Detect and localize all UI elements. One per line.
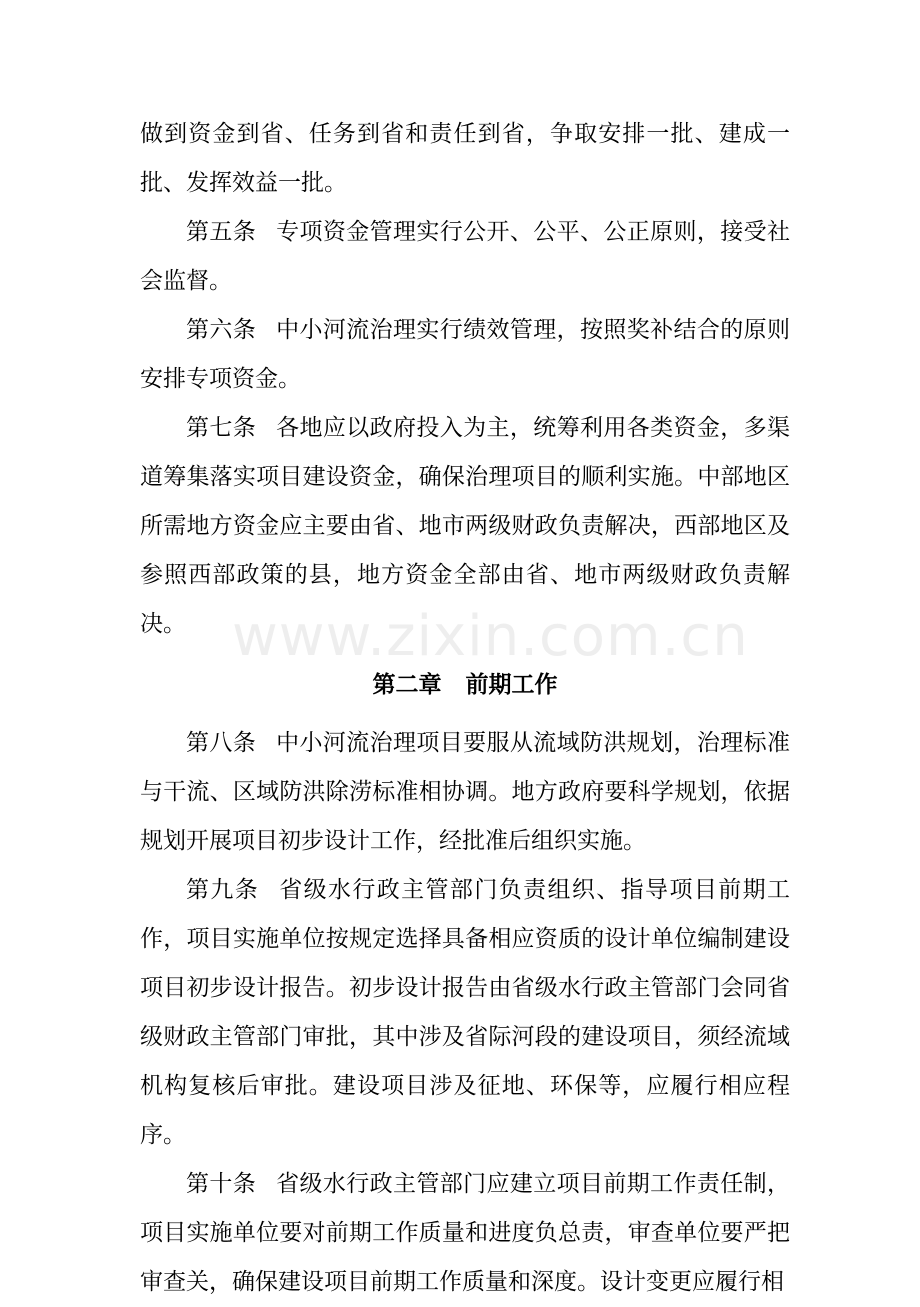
article-6 [140, 306, 790, 404]
chapter-number: 第二章 [372, 672, 442, 698]
article-number: 第八条 [186, 730, 257, 756]
article-text: 专项资金管理实行公开、公平、公正原则，接受社会监督。 [140, 219, 790, 294]
document-body [140, 110, 790, 1307]
article-text: 省级水行政主管部门负责组织、指导项目前期工作，项目实施单位按规定选择具备相应资质的设计单位编制建设项目初步设计报告。初步设计报告由省级水行政主管部门会同省级财政主管部门审批，其中涉及省际河段的建设项目，须经流域机构复核后审批。建设项目涉及征地、环保等，应履行相应程序。 [140, 877, 791, 1148]
article-8 [140, 719, 790, 866]
intro-paragraph: 做到资金到省、任务到省和责任到省，争取安排一批、建成一批、发挥效益一批。 [140, 121, 790, 196]
article-10 [140, 1160, 790, 1307]
article-5 [140, 208, 790, 306]
article-number: 第七条 [186, 415, 257, 441]
watermark: www.zixin.com.cn [232, 604, 749, 669]
chapter-title: 前期工作 [465, 672, 558, 698]
article-number: 第六条 [186, 317, 257, 343]
chapter-heading [140, 659, 790, 711]
article-text: 中小河流治理项目要服从流域防洪规划，治理标准与干流、区域防洪除涝标准相协调。地方政府要科学规划，依据规划开展项目初步设计工作，经批准后组织实施。 [140, 730, 790, 854]
article-7 [140, 404, 790, 649]
article-9 [140, 866, 790, 1160]
article-text: 各地应以政府投入为主，统筹利用各类资金，多渠道筹集落实项目建设资金，确保治理项目的顺利实施。中部地区所需地方资金应主要由省、地市两级财政负责解决，西部地区及参照西部政策的县，地方资金全部由省、地市两级财政负责解决。 [140, 415, 790, 637]
article-number: 第五条 [186, 219, 257, 245]
article-number: 第十条 [186, 1171, 257, 1197]
article-text: 中小河流治理实行绩效管理，按照奖补结合的原则安排专项资金。 [140, 317, 790, 392]
article-text: 省级水行政主管部门应建立项目前期工作责任制，项目实施单位要对前期工作质量和进度负总责，审查单位要严把审查关，确保建设项目前期工作质量和深度。设计变更应履行相 [140, 1171, 790, 1295]
article-number: 第九条 [186, 877, 260, 903]
